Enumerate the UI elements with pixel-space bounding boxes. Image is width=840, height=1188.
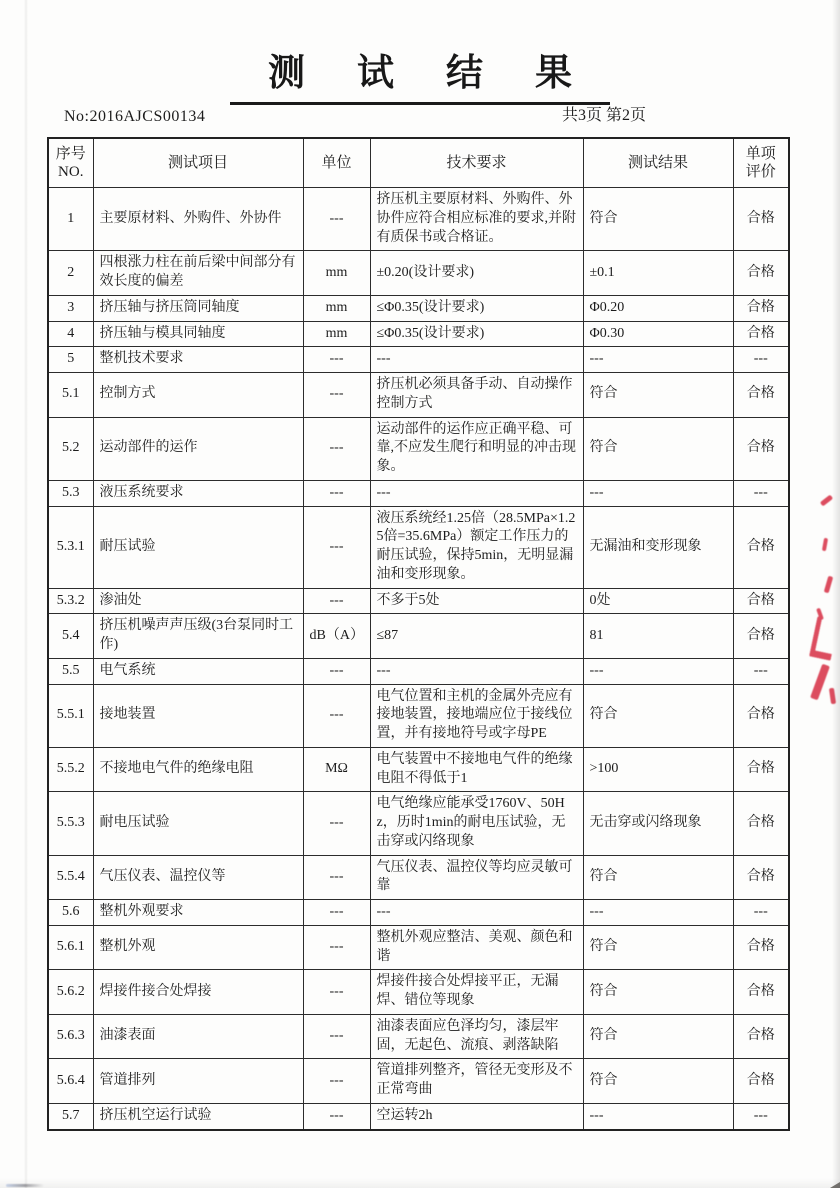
header-test-item: 测试项目 [93,138,303,188]
test-item-cell: 挤压轴与模具同轴度 [93,321,303,347]
technical-requirement-cell: ≤87 [370,614,583,659]
evaluation-cell: --- [733,900,789,926]
test-result-cell: --- [583,347,733,373]
serial-number-cell: 5.6.3 [48,1014,93,1059]
test-result-cell: Φ0.20 [583,295,733,321]
document-number: No:2016AJCS00134 [64,108,206,125]
unit-cell: mm [303,321,370,347]
evaluation-cell: 合格 [733,792,789,855]
test-item-cell: 电气系统 [93,658,303,684]
table-row [48,900,789,926]
test-result-cell: 符合 [583,855,733,900]
test-item-cell: 焊接件接合处焊接 [93,970,303,1015]
stamp-stroke [824,576,833,594]
evaluation-cell: 合格 [733,251,789,296]
evaluation-cell: 合格 [733,747,789,792]
evaluation-cell: 合格 [733,588,789,614]
table-row [48,373,789,418]
technical-requirement-cell: --- [370,480,583,506]
test-item-cell: 运动部件的运作 [93,417,303,480]
scan-edge-shadow-right [832,0,840,1188]
header-test-result: 测试结果 [583,138,733,188]
technical-requirement-cell: ≤Φ0.35(设计要求) [370,295,583,321]
table-row [48,417,789,480]
header-serial-line1: 序号 [55,146,86,162]
header-serial-line2: NO. [58,164,84,180]
test-item-cell: 挤压轴与挤压筒同轴度 [93,295,303,321]
test-result-cell: Φ0.30 [583,321,733,347]
table-row [48,506,789,588]
unit-cell: --- [303,658,370,684]
stamp-stroke [810,664,830,701]
table-row [48,855,789,900]
test-result-cell: ±0.1 [583,251,733,296]
test-item-cell: 四根涨力柱在前后梁中间部分有效长度的偏差 [93,251,303,296]
test-result-cell: --- [583,480,733,506]
unit-cell: --- [303,347,370,373]
red-stamp-fragment [798,492,836,714]
table-row [48,684,789,747]
unit-cell: --- [303,855,370,900]
technical-requirement-cell: 整机外观应整洁、美观、颜色和谐 [370,925,583,970]
page-number-info: 共3页 第2页 [562,107,647,124]
technical-requirement-cell: 管道排列整齐，管径无变形及不正常弯曲 [370,1059,583,1104]
serial-number-cell: 5.6.2 [48,970,93,1015]
table-row [48,480,789,506]
test-result-cell: 符合 [583,188,733,251]
header-evaluation-line2: 评价 [745,164,776,180]
table-header [48,138,789,188]
evaluation-cell: 合格 [733,295,789,321]
stamp-stroke [820,495,833,507]
serial-number-cell: 5.3 [48,480,93,506]
table-row [48,1103,789,1129]
stamp-stroke [816,608,824,621]
header-unit: 单位 [303,138,370,188]
serial-number-cell: 5.3.1 [48,506,93,588]
unit-cell: mm [303,295,370,321]
evaluation-cell: 合格 [733,925,789,970]
unit-cell: --- [303,480,370,506]
table-row [48,925,789,970]
table-row [48,251,789,296]
header-row [48,138,789,188]
technical-requirement-cell: 运动部件的运作应正确平稳、可靠,不应发生爬行和明显的冲击现象。 [370,417,583,480]
test-result-cell: --- [583,658,733,684]
test-result-cell: --- [583,1103,733,1129]
test-item-cell: 气压仪表、温控仪等 [93,855,303,900]
table-row [48,321,789,347]
test-item-cell: 挤压机空运行试验 [93,1103,303,1129]
technical-requirement-cell: --- [370,900,583,926]
scan-corner-wedge [830,1182,840,1188]
stamp-stroke [809,616,839,661]
serial-number-cell: 5.4 [48,614,93,659]
test-result-cell: 符合 [583,1059,733,1104]
table-row [48,658,789,684]
test-results-table [47,137,790,1131]
evaluation-cell: 合格 [733,855,789,900]
serial-number-cell: 5.5.1 [48,684,93,747]
header-evaluation-line1: 单项 [745,146,776,162]
evaluation-cell: 合格 [733,1059,789,1104]
results-table-body [48,188,789,1130]
test-result-cell: 符合 [583,970,733,1015]
technical-requirement-cell: 油漆表面应色泽均匀，漆层牢固，无起色、流痕、剥落缺陷 [370,1014,583,1059]
table-row [48,970,789,1015]
test-result-cell: 符合 [583,684,733,747]
technical-requirement-cell: 不多于5处 [370,588,583,614]
unit-cell: --- [303,373,370,418]
test-result-cell: 无漏油和变形现象 [583,506,733,588]
test-item-cell: 耐电压试验 [93,792,303,855]
evaluation-cell: --- [733,347,789,373]
test-item-cell: 接地装置 [93,684,303,747]
unit-cell: --- [303,1059,370,1104]
scan-crease-line [24,0,28,1188]
header-item-evaluation [733,138,789,188]
serial-number-cell: 5.5.3 [48,792,93,855]
test-result-cell: 无击穿或闪络现象 [583,792,733,855]
technical-requirement-cell: 电气装置中不接地电气件的绝缘电阻不得低于1 [370,747,583,792]
test-result-cell: >100 [583,747,733,792]
serial-number-cell: 5.1 [48,373,93,418]
unit-cell: --- [303,506,370,588]
technical-requirement-cell: 气压仪表、温控仪等均应灵敏可靠 [370,855,583,900]
serial-number-cell: 3 [48,295,93,321]
technical-requirement-cell: --- [370,658,583,684]
evaluation-cell: 合格 [733,684,789,747]
stamp-stroke [829,688,836,705]
test-result-cell: --- [583,900,733,926]
unit-cell: --- [303,588,370,614]
serial-number-cell: 4 [48,321,93,347]
test-item-cell: 耐压试验 [93,506,303,588]
technical-requirement-cell: ±0.20(设计要求) [370,251,583,296]
test-item-cell: 液压系统要求 [93,480,303,506]
title-block [0,42,840,105]
test-item-cell: 油漆表面 [93,1014,303,1059]
evaluation-cell: 合格 [733,970,789,1015]
evaluation-cell: --- [733,480,789,506]
unit-cell: mm [303,251,370,296]
unit-cell: --- [303,970,370,1015]
scan-edge-shadow-bottom [0,1178,840,1188]
unit-cell: --- [303,417,370,480]
stamp-stroke [822,538,828,551]
test-item-cell: 管道排列 [93,1059,303,1104]
test-result-cell: 0处 [583,588,733,614]
header-serial-number [48,138,93,188]
table-row [48,588,789,614]
test-result-cell: 符合 [583,925,733,970]
technical-requirement-cell: 挤压机主要原材料、外购件、外协件应符合相应标准的要求,并附有质保书或合格证。 [370,188,583,251]
header-technical-requirement: 技术要求 [370,138,583,188]
serial-number-cell: 5.6.4 [48,1059,93,1104]
table-row [48,747,789,792]
unit-cell: --- [303,792,370,855]
technical-requirement-cell: 焊接件接合处焊接平正，无漏焊、错位等现象 [370,970,583,1015]
technical-requirement-cell: --- [370,347,583,373]
test-item-cell: 不接地电气件的绝缘电阻 [93,747,303,792]
evaluation-cell: 合格 [733,1014,789,1059]
unit-cell: --- [303,925,370,970]
evaluation-cell: 合格 [733,188,789,251]
technical-requirement-cell: 电气位置和主机的金属外壳应有接地装置，接地端应位于接线位置，并有接地符号或字母PE [370,684,583,747]
table-row [48,1014,789,1059]
test-result-cell: 符合 [583,417,733,480]
serial-number-cell: 5 [48,347,93,373]
technical-requirement-cell: 挤压机必须具备手动、自动操作控制方式 [370,373,583,418]
unit-cell: MΩ [303,747,370,792]
table-row [48,347,789,373]
test-item-cell: 整机技术要求 [93,347,303,373]
serial-number-cell: 5.6.1 [48,925,93,970]
technical-requirement-cell: 空运转2h [370,1103,583,1129]
technical-requirement-cell: 液压系统经1.25倍（28.5MPa×1.25倍=35.6MPa）额定工作压力的耐压试验，保持5min，无明显漏油和变形现象。 [370,506,583,588]
page-title: 测试结果 [268,53,624,94]
test-result-cell: 81 [583,614,733,659]
evaluation-cell: 合格 [733,321,789,347]
technical-requirement-cell: 电气绝缘应能承受1760V、50Hz，历时1min的耐电压试验，无击穿或闪络现象 [370,792,583,855]
unit-cell: --- [303,1014,370,1059]
serial-number-cell: 5.3.2 [48,588,93,614]
test-item-cell: 整机外观要求 [93,900,303,926]
table-row [48,614,789,659]
evaluation-cell: --- [733,1103,789,1129]
serial-number-cell: 5.5.4 [48,855,93,900]
serial-number-cell: 1 [48,188,93,251]
table-row [48,295,789,321]
unit-cell: --- [303,188,370,251]
evaluation-cell: 合格 [733,506,789,588]
serial-number-cell: 5.2 [48,417,93,480]
table-row [48,188,789,251]
evaluation-cell: 合格 [733,373,789,418]
unit-cell: dB（A） [303,614,370,659]
serial-number-cell: 5.5 [48,658,93,684]
scan-corner-smear [6,1184,44,1187]
serial-number-cell: 2 [48,251,93,296]
test-item-cell: 挤压机噪声声压级(3台泵同时工作) [93,614,303,659]
serial-number-cell: 5.7 [48,1103,93,1129]
test-item-cell: 主要原材料、外购件、外协件 [93,188,303,251]
evaluation-cell: 合格 [733,417,789,480]
test-item-cell: 渗油处 [93,588,303,614]
test-item-cell: 整机外观 [93,925,303,970]
serial-number-cell: 5.6 [48,900,93,926]
serial-number-cell: 5.5.2 [48,747,93,792]
evaluation-cell: --- [733,658,789,684]
unit-cell: --- [303,684,370,747]
unit-cell: --- [303,1103,370,1129]
title-underline [230,102,610,105]
test-item-cell: 控制方式 [93,373,303,418]
unit-cell: --- [303,900,370,926]
table-row [48,1059,789,1104]
test-result-cell: 符合 [583,1014,733,1059]
test-result-cell: 符合 [583,373,733,418]
table-row [48,792,789,855]
technical-requirement-cell: ≤Φ0.35(设计要求) [370,321,583,347]
evaluation-cell: 合格 [733,614,789,659]
